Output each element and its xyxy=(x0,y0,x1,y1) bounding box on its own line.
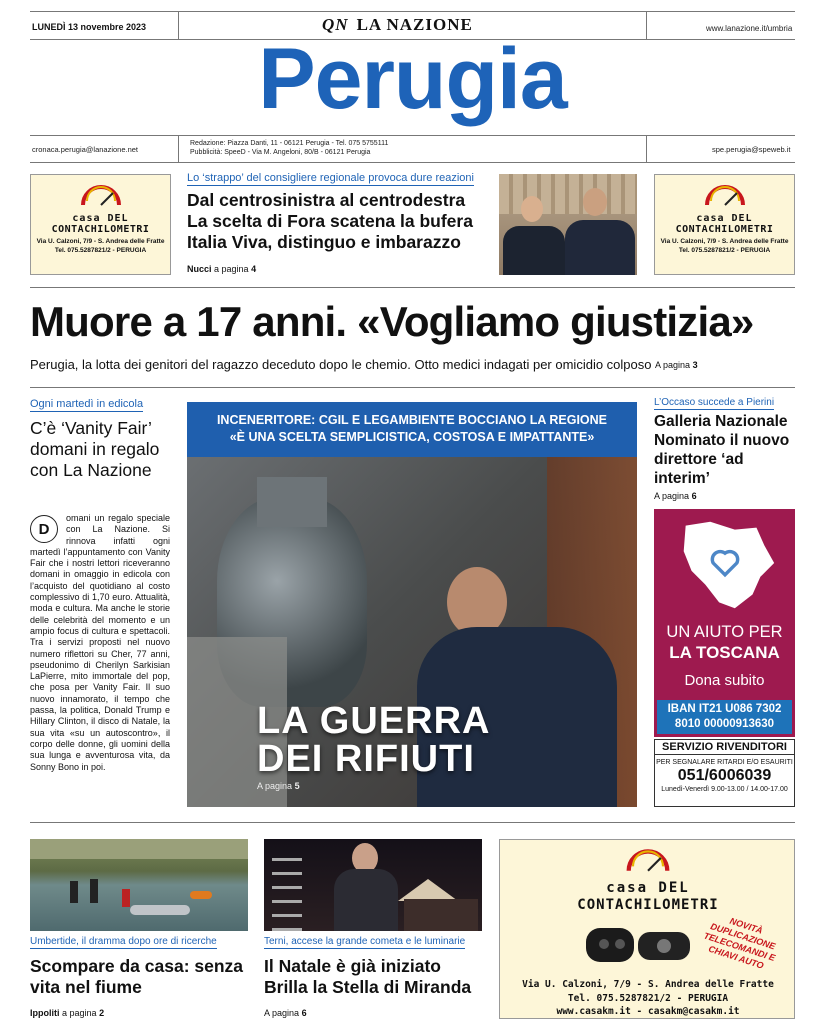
page-ref-label: A pagina xyxy=(264,1008,300,1018)
iban-line2: 8010 00000913630 xyxy=(674,718,775,730)
top-story-pageref xyxy=(187,264,256,274)
top-story-author: Nucci xyxy=(187,264,212,274)
headline-line2: DEI RIFIUTI xyxy=(257,738,475,780)
ad-brand-line2: CONTACHILOMETRI xyxy=(577,897,719,913)
speedometer-logo-icon xyxy=(79,181,123,209)
ad-contachilometri-left[interactable] xyxy=(30,174,171,275)
ad-brand-line2: CONTACHILOMETRI xyxy=(51,224,150,235)
ad-web[interactable]: www.casakm.it - casakm@casakm.it xyxy=(556,1006,740,1017)
page-number: 2 xyxy=(99,1008,105,1018)
ad-phone: Tel. 075.5287821/2 - PERUGIA xyxy=(678,247,771,254)
iban-box xyxy=(657,700,792,734)
ad-phone: Tel. 075.5287821/2 - PERUGIA xyxy=(567,993,729,1004)
photo-waste-crane xyxy=(187,457,637,807)
banner-line1: INCENERITORE: CGIL E LEGAMBIENTE BOCCIANO LA REGIONE xyxy=(216,413,608,427)
page-number: 6 xyxy=(691,491,697,501)
page-ref-label: a pagina xyxy=(62,1008,97,1018)
top-story-kicker: Lo ‘strappo’ del consigliere regionale provoca dure reazioni xyxy=(187,172,474,184)
vanity-article xyxy=(30,513,170,773)
vanity-body: omani un regalo speciale con La Nazione. Si rinnova infatti ogni martedì l’appuntamento con Vanity Fair che i nostri lettori riceveranno domani in omaggio in edicola con l’acquisto del quotidiano al costo complessivo di 1,70 euro. Attualità, moda e cultura. Ma anche le storie delle celebrità del momento e un ampio focus di cultura e spettacoli. Tra i servizi proposti nel nuovo numero riflettori su Cher, 77 anni, pseudonimo di Cherilyn Sarkisian LaPierre, mito immortale del pop, che posa per Vanity Fair. Il suo nuovo innamorato, il tempo che passa, la politica, Donald Trump e Hillary Clinton, il disco di Natale, la sua vita «su un autoscontro», il corpo delle donne, gli uomini della sua lunga e avventurosa vita, da Sonny Bono in poi. xyxy=(30,513,170,772)
ad-brand-line1: casa DEL xyxy=(606,880,690,896)
page-ref-label: a pagina xyxy=(214,264,249,274)
terni-pageref xyxy=(264,1008,307,1018)
ad-address: Via U. Calzoni, 7/9 - S. Andrea delle Fratte xyxy=(660,238,789,245)
rivenditori-note: PER SEGNALARE RITARDI E/O ESAURITI xyxy=(656,759,793,766)
umbertide-kicker: Umbertide, il dramma dopo ore di ricerche xyxy=(30,936,217,947)
photo-christmas-star xyxy=(264,839,482,931)
ad-brand-line2: CONTACHILOMETRI xyxy=(675,224,774,235)
photo-politicians xyxy=(499,174,637,275)
galleria-kicker: L’Occaso succede a Pierini xyxy=(654,397,775,408)
page-number: 3 xyxy=(692,360,698,370)
page-number: 5 xyxy=(294,781,300,791)
ad-phone: Tel. 075.5287821/2 - PERUGIA xyxy=(54,247,147,254)
umbertide-pageref xyxy=(30,1008,104,1018)
email-pubblicita[interactable]: spe.perugia@speweb.it xyxy=(712,145,791,154)
page-ref-label: A pagina xyxy=(654,491,690,501)
top-story-line3: Italia Viva, distinguo e imbarazzo xyxy=(187,232,461,252)
website-link[interactable]: www.lanazione.it/umbria xyxy=(706,24,793,33)
vanity-kicker: Ogni martedì in edicola xyxy=(30,398,144,410)
ad-contachilometri-large[interactable] xyxy=(499,839,795,1019)
pubblicita-address: Pubblicità: SpeeD - Via M. Angeloni, 80/B - 06121 Perugia xyxy=(190,149,371,156)
terni-headline[interactable] xyxy=(264,956,489,998)
qn-logo: QN xyxy=(322,15,349,34)
email-cronaca[interactable]: cronaca.perugia@lanazione.net xyxy=(32,145,139,154)
rivenditori-phone[interactable]: 051/6006039 xyxy=(677,767,772,784)
top-story-line1: Dal centrosinistra al centrodestra xyxy=(187,190,466,210)
headline-line1: LA GUERRA xyxy=(257,700,491,742)
vanity-headline[interactable]: C’è ‘Vanity Fair’ domani in regalo con La Nazione xyxy=(30,418,160,480)
page-ref-label: A pagina xyxy=(655,360,691,370)
page-number: 4 xyxy=(251,264,257,274)
car-key-icon xyxy=(582,918,702,968)
photo-river-rescue xyxy=(30,839,248,931)
toscana-appeal[interactable] xyxy=(654,509,795,737)
toscana-line2: LA TOSCANA xyxy=(669,643,780,662)
ad-brand-line1: casa DEL xyxy=(72,213,129,224)
city-title: Perugia xyxy=(258,31,567,127)
lead-subhead: Perugia, la lotta dei genitori del ragazzo deceduto dopo le chemio. Otto medici indagati per omicidio colposo xyxy=(30,357,652,372)
lead-pageref xyxy=(655,360,698,370)
iban-line1: IBAN IT21 U086 7302 xyxy=(667,703,782,715)
servizio-rivenditori[interactable] xyxy=(654,739,795,807)
terni-kicker: Terni, accese la grande cometa e le luminarie xyxy=(264,936,466,947)
banner-line2: «È UNA SCELTA SEMPLICISTICA, COSTOSA E IMPATTANTE» xyxy=(229,430,595,444)
speedometer-logo-icon xyxy=(624,845,672,875)
speedometer-logo-icon xyxy=(703,181,747,209)
ad-address: Via U. Calzoni, 7/9 - S. Andrea delle Fratte xyxy=(36,238,165,245)
galleria-pageref xyxy=(654,491,697,501)
galleria-headline[interactable]: Galleria Nazionale Nominato il nuovo direttore ‘ad interim’ xyxy=(654,413,790,487)
edition-date: LUNEDÌ 13 novembre 2023 xyxy=(32,22,147,32)
ad-contachilometri-right[interactable] xyxy=(654,174,795,275)
rivenditori-hours: Lunedì-Venerdì 9.00-13.00 / 14.00-17.00 xyxy=(661,786,788,793)
top-story-headline[interactable] xyxy=(187,190,473,253)
tuscany-heart-icon xyxy=(666,515,784,615)
page-ref-label: A pagina xyxy=(257,781,293,791)
inceneritore-pageref xyxy=(257,781,300,791)
redazione-address: Redazione: Piazza Danti, 11 - 06121 Perugia - Tel. 075 5755111 xyxy=(190,140,389,147)
lead-headline[interactable]: Muore a 17 anni. «Vogliamo giustizia» xyxy=(30,298,754,345)
inceneritore-headline[interactable] xyxy=(257,702,490,778)
paper-name: LA NAZIONE xyxy=(356,15,473,34)
ad-promo: NOVITÀ DUPLICAZIONE TELECOMANDI E CHIAVI AUTO xyxy=(702,915,777,971)
umbertide-author: Ippoliti xyxy=(30,1008,60,1018)
donate-button[interactable]: Dona subito xyxy=(684,672,765,689)
ad-address: Via U. Calzoni, 7/9 - S. Andrea delle Fratte xyxy=(522,979,774,990)
inceneritore-banner[interactable] xyxy=(187,402,637,457)
ad-brand-line1: casa DEL xyxy=(696,213,753,224)
umbertide-headline[interactable]: Scompare da casa: senza vita nel fiume xyxy=(30,956,244,997)
vanity-dropcap: D xyxy=(30,515,58,543)
top-story-line2: La scelta di Fora scatena la bufera xyxy=(187,211,473,231)
terni-line1: Il Natale è già iniziato xyxy=(264,956,441,976)
terni-line2: Brilla la Stella di Miranda xyxy=(264,977,472,997)
page-number: 6 xyxy=(301,1008,307,1018)
toscana-line1: UN AIUTO PER xyxy=(666,623,783,641)
rivenditori-title: SERVIZIO RIVENDITORI xyxy=(655,740,794,755)
